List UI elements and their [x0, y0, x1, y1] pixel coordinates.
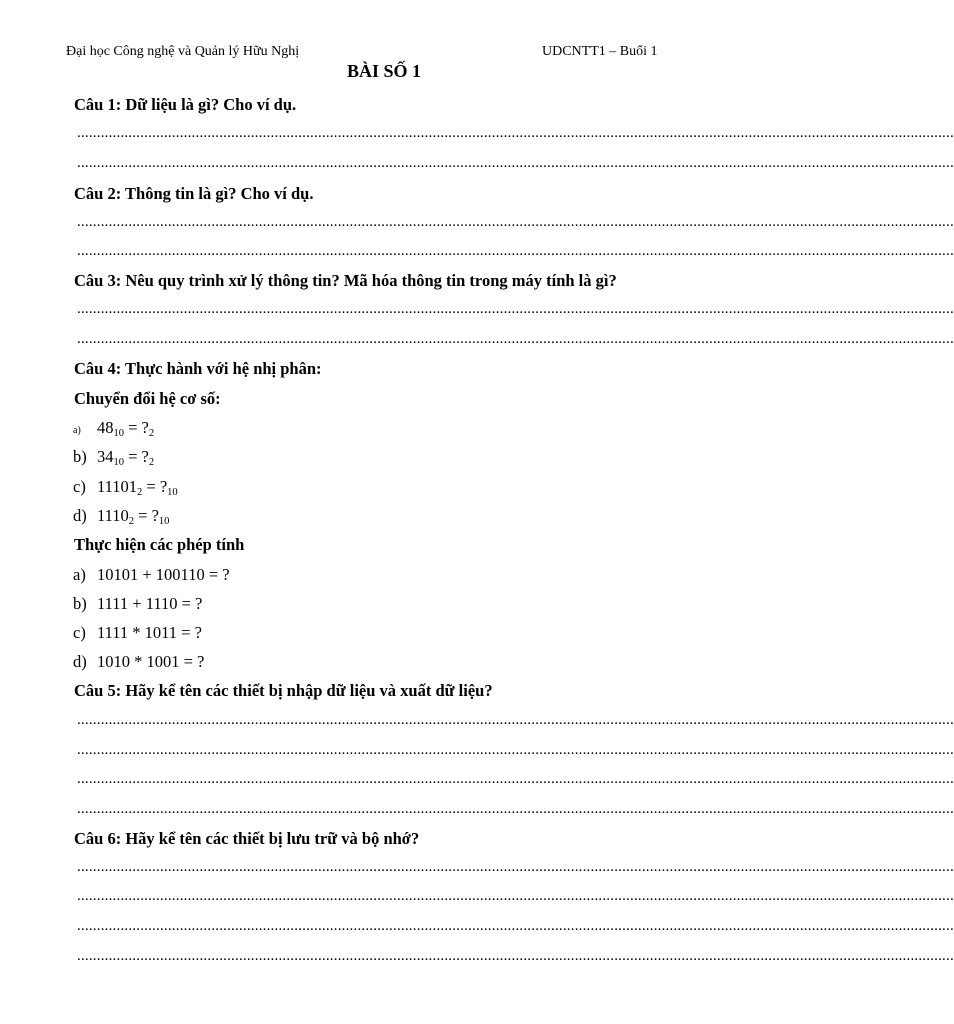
- answer-line: ..............................................................................................................................................................................................................................: [77, 742, 954, 758]
- conversion-heading: Chuyển đổi hệ cơ số:: [74, 389, 221, 408]
- item-marker: b): [73, 447, 87, 466]
- item-target-base: 2: [148, 457, 155, 468]
- answer-line: ..............................................................................................................................................................................................................................: [77, 888, 954, 904]
- question-6: Câu 6: Hãy kể tên các thiết bị lưu trữ và bộ nhớ?: [74, 829, 420, 848]
- item-expression: 1010 * 1001 = ?: [97, 652, 205, 671]
- answer-line: ..............................................................................................................................................................................................................................: [77, 801, 954, 817]
- conversion-item: [73, 447, 154, 467]
- item-equals: = ?: [124, 418, 149, 437]
- item-expression: 1111 + 1110 = ?: [97, 594, 203, 613]
- answer-line: ..............................................................................................................................................................................................................................: [77, 771, 954, 787]
- item-number: 48: [97, 418, 114, 437]
- calculation-item: [73, 652, 204, 672]
- page-title: BÀI SỐ 1: [346, 61, 422, 81]
- item-marker: c): [73, 623, 86, 642]
- answer-line: ..............................................................................................................................................................................................................................: [77, 859, 954, 875]
- item-target-base: 10: [167, 487, 178, 498]
- item-base: 2: [137, 487, 143, 498]
- item-marker: d): [73, 506, 87, 525]
- item-equals: = ?: [142, 477, 168, 496]
- item-equals: = ?: [134, 506, 159, 525]
- answer-line: ..............................................................................................................................................................................................................................: [77, 155, 954, 171]
- item-marker: a): [73, 565, 86, 584]
- item-base: 2: [128, 516, 135, 527]
- question-3: Câu 3: Nêu quy trình xử lý thông tin? Mã hóa thông tin trong máy tính là gì?: [74, 271, 617, 290]
- calculation-item: [73, 623, 202, 643]
- answer-line: ..............................................................................................................................................................................................................................: [77, 331, 954, 347]
- item-marker: c): [73, 477, 86, 496]
- item-expression: 10101 + 100110 = ?: [97, 565, 230, 584]
- item-equals: = ?: [124, 447, 149, 466]
- conversion-item: [73, 477, 178, 497]
- item-marker: a): [73, 425, 81, 436]
- question-4: Câu 4: Thực hành với hệ nhị phân:: [74, 359, 322, 378]
- item-base: 10: [113, 457, 124, 468]
- question-5: Câu 5: Hãy kể tên các thiết bị nhập dữ liệu và xuất dữ liệu?: [74, 681, 493, 700]
- calculation-item: [73, 565, 230, 585]
- item-expression: 1111 * 1011 = ?: [97, 623, 202, 642]
- conversion-item: [73, 506, 169, 526]
- calculation-item: [73, 594, 202, 614]
- item-marker: d): [73, 652, 87, 671]
- answer-line: ..............................................................................................................................................................................................................................: [77, 918, 954, 934]
- item-target-base: 2: [148, 428, 155, 439]
- question-1: Câu 1: Dữ liệu là gì? Cho ví dụ.: [74, 95, 297, 114]
- question-2: Câu 2: Thông tin là gì? Cho ví dụ.: [74, 184, 314, 203]
- answer-line: ..............................................................................................................................................................................................................................: [77, 712, 954, 728]
- item-base: 10: [113, 428, 124, 439]
- answer-line: ..............................................................................................................................................................................................................................: [77, 301, 954, 317]
- item-number: 11101: [97, 477, 138, 496]
- answer-line: ..............................................................................................................................................................................................................................: [77, 948, 954, 964]
- header-course: UDCNTT1 – Buổi 1: [542, 44, 658, 59]
- item-marker: b): [73, 594, 87, 613]
- answer-line: ..............................................................................................................................................................................................................................: [77, 214, 954, 230]
- conversion-item: [73, 418, 154, 438]
- answer-line: ..............................................................................................................................................................................................................................: [77, 125, 954, 141]
- calculation-heading: Thực hiện các phép tính: [74, 535, 245, 554]
- answer-line: ..............................................................................................................................................................................................................................: [77, 243, 954, 259]
- item-number: 34: [97, 447, 114, 466]
- item-number: 1110: [97, 506, 129, 525]
- item-target-base: 10: [158, 516, 170, 527]
- header-institution: Đại học Công nghệ và Quản lý Hữu Nghị: [66, 44, 300, 59]
